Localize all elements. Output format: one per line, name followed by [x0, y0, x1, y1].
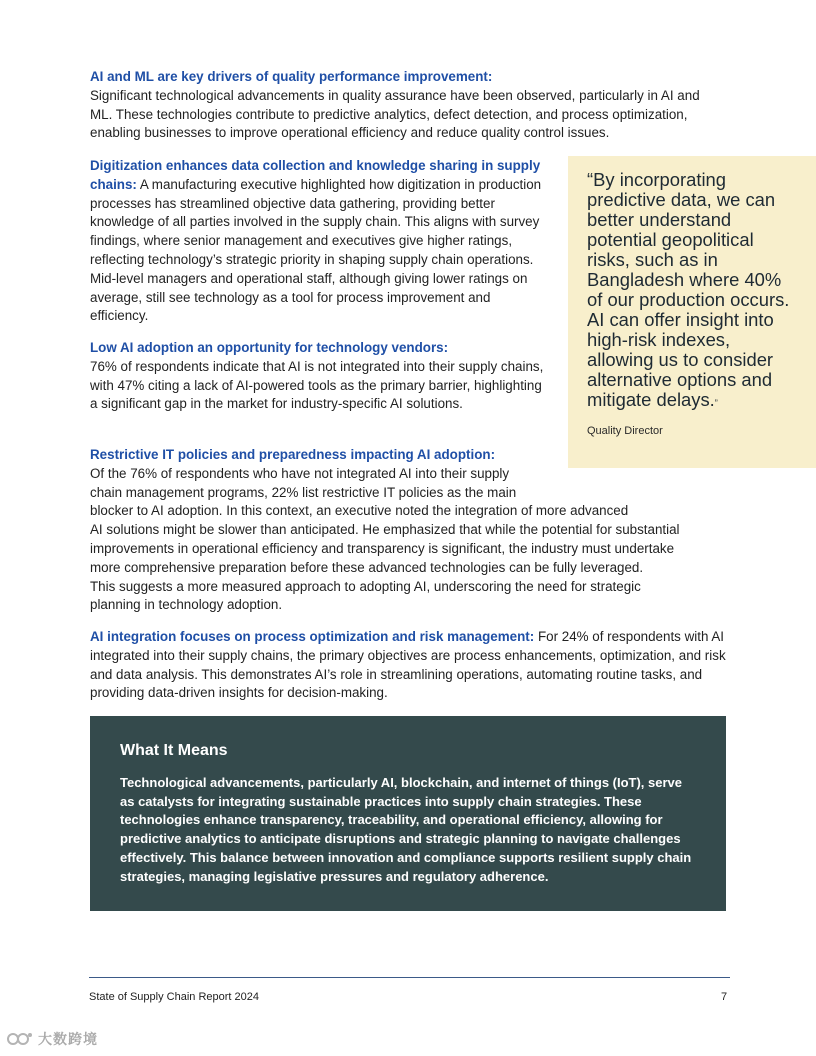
- section-digitization: [90, 157, 552, 326]
- section-body: For 24% of respondents with AI integrated into their supply chains, the primary objectives are process enhancements, optimization, and risk and data analysis. This demonstrates AI’s role in streamlining operations, automating routine tasks, and providing data-driven insights for decision-making.: [90, 629, 726, 701]
- section-heading: AI and ML are key drivers of quality performance improvement:: [90, 69, 493, 84]
- section-line: Significant technological advancements in quality assurance have been observed, particularly in AI and: [90, 87, 700, 103]
- section-line: enabling businesses to improve operational efficiency and reduce quality control issues.: [90, 125, 610, 141]
- section-line: blocker to AI adoption. In this context, an executive noted the integration of more advanced: [90, 503, 629, 519]
- section-heading: Restrictive IT policies and preparedness impacting AI adoption:: [90, 447, 496, 462]
- footer-report-title: State of Supply Chain Report 2024: [89, 991, 260, 1003]
- section-low-ai-adoption: [90, 339, 552, 414]
- page-number: 7: [721, 991, 728, 1003]
- section-line: chain management programs, 22% list restrictive IT policies as the main: [90, 484, 517, 500]
- section-line: improvements in operational efficiency and transparency is significant, the industry must undertake: [90, 540, 675, 556]
- section-heading: Digitization enhances data collection and knowledge sharing in supply chains:: [90, 158, 541, 192]
- section-heading: Low AI adoption an opportunity for technology vendors:: [90, 340, 449, 355]
- quote-attribution: Quality Director: [587, 425, 663, 437]
- quote-close-mark: ”: [714, 398, 718, 408]
- section-line: Of the 76% of respondents who have not integrated AI into their supply: [90, 465, 510, 481]
- callout-title: What It Means: [120, 742, 228, 759]
- section-body: 76% of respondents indicate that AI is not integrated into their supply chains, with 47% citing a lack of AI-powered tools as the primary barrier, highlighting a significant gap in the market for industry-specific AI solutions.: [90, 358, 544, 412]
- section-restrictive-it: [90, 446, 710, 615]
- what-it-means-callout: [90, 716, 726, 911]
- watermark: [6, 1028, 116, 1050]
- section-line: planning in technology adoption.: [90, 597, 283, 613]
- section-ai-ml: [90, 68, 730, 143]
- pull-quote: [568, 156, 816, 468]
- section-line: ML. These technologies contribute to predictive analytics, defect detection, and process optimization,: [90, 106, 688, 122]
- footer-divider: [89, 977, 730, 978]
- section-body: A manufacturing executive highlighted how digitization in production processes has streamlined objective data gathering, providing better knowledge of all parties involved in the supply chain. This aligns with survey findings, where senior management and executives give higher ratings, reflecting technology’s strategic priority in shaping supply chain operations. Mid-level managers and operational staff, although giving lower ratings on average, still see technology as a tool for process improvement and efficiency.: [90, 176, 542, 324]
- quote-text-block: [587, 170, 800, 413]
- callout-body: Technological advancements, particularly AI, blockchain, and internet of things (IoT), serve as catalysts for integrating sustainable practices into supply chain strategies. These technologies enhance transparency, traceability, and operational efficiency, allowing for predictive analytics to anticipate disruptions and strategic planning to navigate challenges effectively. This balance between innovation and compliance supports resilient supply chain strategies, managing legislative pressures and regulatory adherence.: [120, 775, 692, 884]
- section-line: AI solutions might be slower than anticipated. He emphasized that while the potential for substantial: [90, 522, 680, 538]
- section-ai-integration: [90, 628, 730, 703]
- section-line: This suggests a more measured approach to adopting AI, underscoring the need for strategic: [90, 578, 641, 594]
- section-heading: AI integration focuses on process optimization and risk management:: [90, 629, 535, 644]
- watermark-text: 大数跨境: [38, 1031, 98, 1047]
- quote-text: “By incorporating predictive data, we can better understand potential geopolitical risks, such as in Bangladesh where 40% of our production occurs. AI can offer insight into high-risk indexes, allowing us to consider alternative options and mitigate delays.: [587, 169, 790, 410]
- logo-icon: [6, 1030, 34, 1048]
- section-line: more comprehensive preparation before these advanced technologies can be fully leveraged.: [90, 559, 644, 575]
